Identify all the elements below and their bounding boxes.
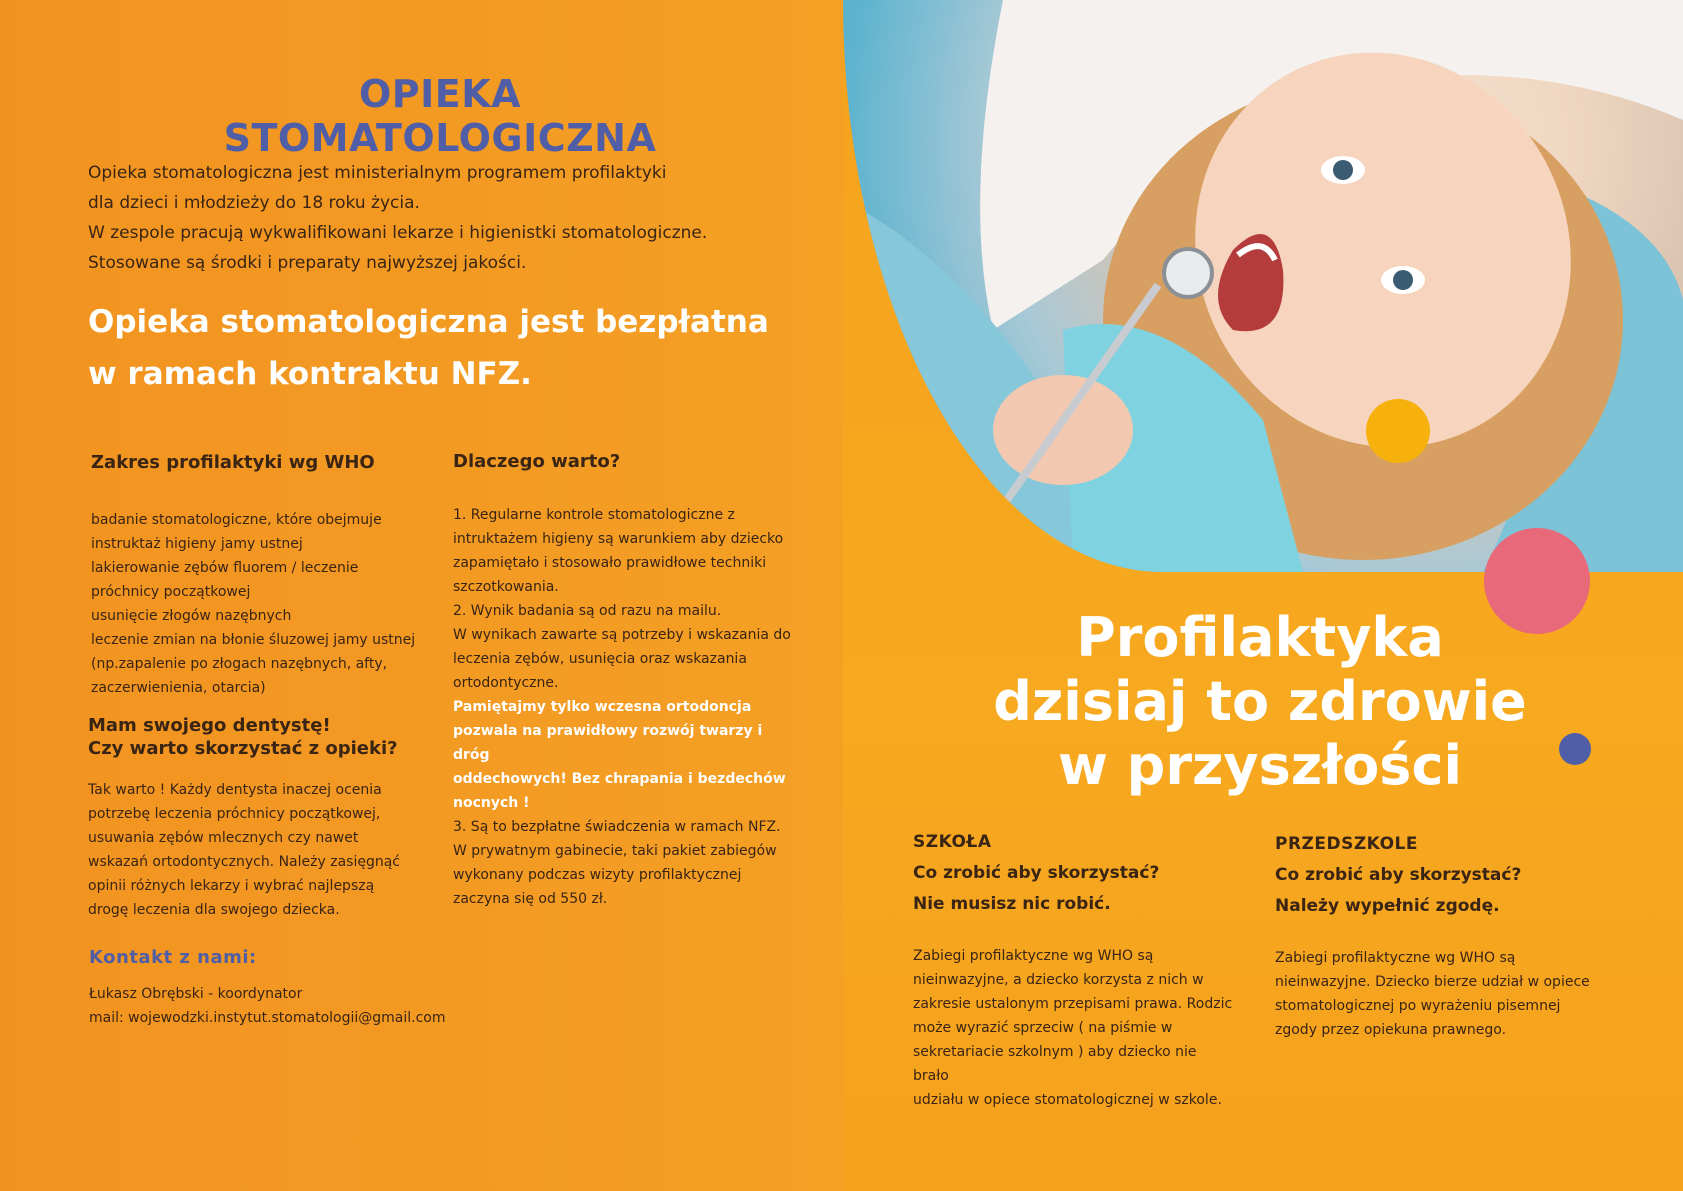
highlight-line: Opieka stomatologiczna jest bezpłatna [88, 304, 769, 340]
list-item: badanie stomatologiczne, które obejmuje [91, 512, 382, 528]
orthodontics-note: Pamiętajmy tylko wczesna ortodoncja [453, 699, 752, 715]
intro-line: Stosowane są środki i preparaty najwyższej jakości. [88, 253, 527, 273]
desc-line: stomatologicznej po wyrażeniu pisemnej [1275, 998, 1561, 1014]
answer-line: usuwania zębów mlecznych czy nawet [88, 830, 359, 846]
school-section [913, 832, 1233, 1112]
preschool-section [1275, 834, 1595, 1042]
desc-line: Zabiegi profilaktyczne wg WHO są [913, 948, 1154, 964]
who-list [91, 508, 421, 700]
who-scope-section [91, 452, 421, 700]
why-line: zaczyna się od 550 zł. [453, 891, 608, 907]
intro-line: Opieka stomatologiczna jest ministerialnym programem profilaktyki [88, 163, 667, 183]
why-section [453, 451, 793, 911]
contact-heading: Kontakt z nami: [89, 947, 257, 968]
preschool-answer: Należy wypełnić zgodę. [1275, 896, 1500, 916]
school-answer: Nie musisz nic robić. [913, 894, 1111, 914]
why-line: W wynikach zawarte są potrzeby i wskazania do [453, 627, 791, 643]
list-item: (np.zapalenie po złogach nazębnych, afty, [91, 656, 388, 672]
free-care-highlight [88, 296, 808, 400]
orthodontics-note: nocnych ! [453, 795, 530, 811]
dentist-question: Czy warto skorzystać z opieki? [88, 738, 398, 759]
preschool-description [1275, 946, 1595, 1042]
intro-line: dla dzieci i młodzieży do 18 roku życia. [88, 193, 420, 213]
decor-circle-blue [1559, 733, 1591, 765]
answer-line: opinii różnych lekarzy i wybrać najlepszą [88, 878, 375, 894]
contact-name: Łukasz Obrębski - koordynator [89, 986, 303, 1002]
intro-line: W zespole pracują wykwalifikowani lekarze i higienistki stomatologiczne. [88, 223, 708, 243]
why-line: W prywatnym gabinecie, taki pakiet zabiegów [453, 843, 777, 859]
contact-section [89, 947, 589, 1030]
dentist-question: Mam swojego dentystę! [88, 715, 331, 736]
orthodontics-note: oddechowych! Bez chrapania i bezdechów [453, 771, 786, 787]
why-line: 1. Regularne kontrole stomatologiczne z [453, 507, 735, 523]
highlight-line: w ramach kontraktu NFZ. [88, 356, 532, 392]
who-heading: Zakres profilaktyki wg WHO [91, 452, 375, 473]
child-dentist-illustration [843, 0, 1683, 572]
answer-line: Tak warto ! Każdy dentysta inaczej ocenia [88, 782, 382, 798]
slogan-line: dzisiaj to zdrowie [993, 670, 1527, 733]
desc-line: zakresie ustalonym przepisami prawa. Rodzic [913, 996, 1233, 1012]
page-title: OPIEKA STOMATOLOGICZNA [223, 72, 657, 160]
school-question: Co zrobić aby skorzystać? [913, 863, 1160, 883]
why-line: zapamiętało i stosowało prawidłowe techniki [453, 555, 767, 571]
preschool-heading: PRZEDSZKOLE [1275, 834, 1418, 854]
school-description [913, 944, 1233, 1112]
list-item: usunięcie złogów nazębnych [91, 608, 292, 624]
slogan-line: w przyszłości [1058, 734, 1462, 797]
school-heading: SZKOŁA [913, 832, 992, 852]
list-item: zaczerwienienia, otarcia) [91, 680, 266, 696]
answer-line: potrzebę leczenia próchnicy początkowej, [88, 806, 381, 822]
slogan-line: Profilaktyka [1076, 606, 1444, 669]
preschool-question: Co zrobić aby skorzystać? [1275, 865, 1522, 885]
list-item: instruktaż higieny jamy ustnej [91, 536, 303, 552]
desc-line: udziału w opiece stomatologicznej w szkole. [913, 1092, 1222, 1108]
answer-line: drogę leczenia dla swojego dziecka. [88, 902, 340, 918]
why-heading: Dlaczego warto? [453, 451, 621, 472]
decor-circle-yellow [1366, 399, 1430, 463]
desc-line: nieinwazyjne, a dziecko korzysta z nich w [913, 972, 1204, 988]
why-line: wykonany podczas wizyty profilaktycznej [453, 867, 742, 883]
dental-photo [843, 0, 1683, 572]
intro-text [88, 158, 788, 278]
dentist-answer [88, 778, 428, 922]
why-line: szczotkowania. [453, 579, 559, 595]
why-line: 3. Są to bezpłatne świadczenia w ramach NFZ. [453, 819, 781, 835]
desc-line: zgody przez opiekuna prawnego. [1275, 1022, 1507, 1038]
why-line: 2. Wynik badania są od razu na mailu. [453, 603, 722, 619]
desc-line: nieinwazyjne. Dziecko bierze udział w opiece [1275, 974, 1590, 990]
list-item: próchnicy początkowej [91, 584, 251, 600]
why-line: ortodontyczne. [453, 675, 559, 691]
why-line: intruktażem higieny są warunkiem aby dziecko [453, 531, 784, 547]
own-dentist-section [88, 714, 428, 922]
desc-line: może wyrazić sprzeciw ( na piśmie w [913, 1020, 1173, 1036]
slogan [980, 606, 1540, 798]
contact-email[interactable]: mail: wojewodzki.instytut.stomatologii@gmail.com [89, 1010, 446, 1026]
desc-line: sekretariacie szkolnym ) aby dziecko nie brało [913, 1044, 1197, 1084]
orthodontics-note: pozwala na prawidłowy rozwój twarzy i dróg [453, 723, 763, 763]
why-line: leczenia zębów, usunięcia oraz wskazania [453, 651, 747, 667]
answer-line: wskazań ortodontycznych. Należy zasięgnąć [88, 854, 400, 870]
why-list [453, 503, 793, 911]
list-item: lakierowanie zębów fluorem / leczenie [91, 560, 359, 576]
list-item: leczenie zmian na błonie śluzowej jamy ustnej [91, 632, 416, 648]
desc-line: Zabiegi profilaktyczne wg WHO są [1275, 950, 1516, 966]
